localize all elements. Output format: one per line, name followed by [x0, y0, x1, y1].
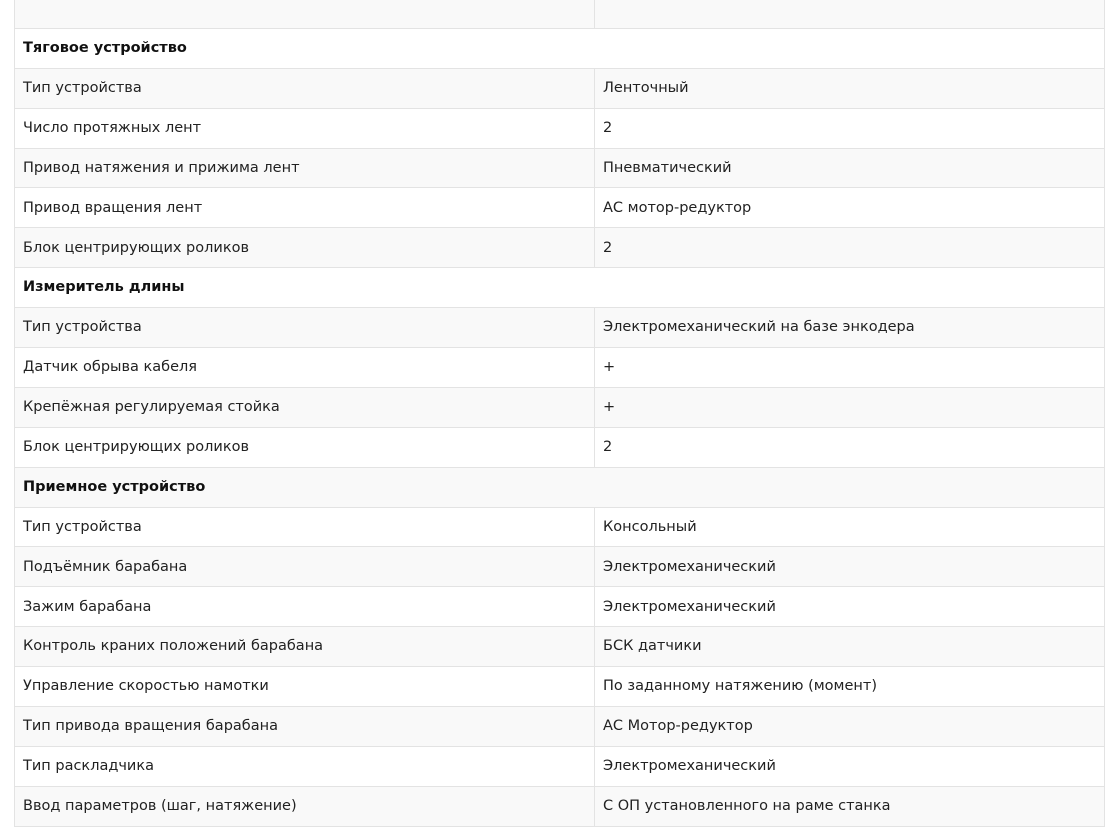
spec-label: Блок центрирующих роликов [15, 427, 595, 467]
section-title: Тяговое устройство [15, 28, 1105, 68]
spec-value: Электромеханический [595, 746, 1105, 786]
table-row [15, 108, 1105, 148]
spec-value: 2 [595, 427, 1105, 467]
spec-value: БСК датчики [595, 627, 1105, 667]
table-row [15, 746, 1105, 786]
table-row [15, 148, 1105, 188]
spec-value: Пневматический [595, 148, 1105, 188]
section-title: Приемное устройство [15, 467, 1105, 507]
table-cell [15, 0, 595, 28]
spec-value: 2 [595, 108, 1105, 148]
spec-label: Тип устройства [15, 68, 595, 108]
table-row [15, 387, 1105, 427]
table-row [15, 707, 1105, 747]
spec-label: Тип раскладчика [15, 746, 595, 786]
table-cell [595, 0, 1105, 28]
section-header-row [15, 467, 1105, 507]
spec-value: Консольный [595, 507, 1105, 547]
specifications-table [14, 0, 1105, 827]
table-row [15, 667, 1105, 707]
spec-label: Управление скоростью намотки [15, 667, 595, 707]
table-row [15, 228, 1105, 268]
spec-label: Привод натяжения и прижима лент [15, 148, 595, 188]
table-row [15, 427, 1105, 467]
table-row [15, 308, 1105, 348]
spec-label: Привод вращения лент [15, 188, 595, 228]
spec-label: Ввод параметров (шаг, натяжение) [15, 786, 595, 826]
spec-label: Число протяжных лент [15, 108, 595, 148]
spec-value: С ОП установленного на раме станка [595, 786, 1105, 826]
table-row [15, 627, 1105, 667]
section-title: Измеритель длины [15, 268, 1105, 308]
spec-label: Подъёмник барабана [15, 547, 595, 587]
spec-value: Электромеханический [595, 587, 1105, 627]
table-row [15, 188, 1105, 228]
spec-value: Электромеханический [595, 547, 1105, 587]
spec-label: Блок центрирующих роликов [15, 228, 595, 268]
table-row [15, 587, 1105, 627]
spec-label: Зажим барабана [15, 587, 595, 627]
spec-value: Ленточный [595, 68, 1105, 108]
spec-label: Контроль краних положений барабана [15, 627, 595, 667]
spec-label: Крепёжная регулируемая стойка [15, 387, 595, 427]
spec-value: + [595, 387, 1105, 427]
spec-label: Тип привода вращения барабана [15, 707, 595, 747]
spec-value: Электромеханический на базе энкодера [595, 308, 1105, 348]
spec-value: АС мотор-редуктор [595, 188, 1105, 228]
table-row [15, 68, 1105, 108]
spec-value: 2 [595, 228, 1105, 268]
table-row-partial [15, 0, 1105, 28]
spec-value: + [595, 348, 1105, 388]
table-row [15, 547, 1105, 587]
table-row [15, 786, 1105, 826]
table-row [15, 507, 1105, 547]
spec-value: По заданному натяжению (момент) [595, 667, 1105, 707]
spec-value: АС Мотор-редуктор [595, 707, 1105, 747]
spec-label: Тип устройства [15, 308, 595, 348]
spec-label: Датчик обрыва кабеля [15, 348, 595, 388]
section-header-row [15, 268, 1105, 308]
table-row [15, 348, 1105, 388]
section-header-row [15, 28, 1105, 68]
spec-label: Тип устройства [15, 507, 595, 547]
